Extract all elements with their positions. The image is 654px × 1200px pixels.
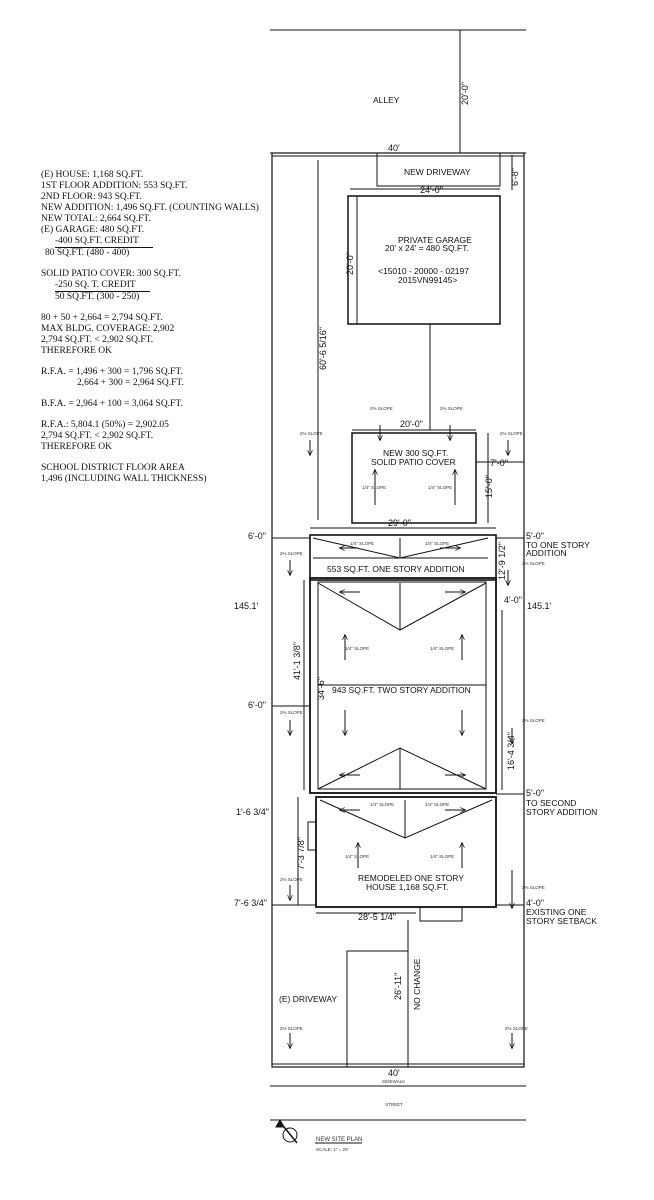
- calc-line: (E) HOUSE: 1,168 SQ.FT.: [41, 170, 144, 180]
- left-setback-bottom-label: 7'-6 3/4": [234, 898, 267, 908]
- calc-line: 80 + 50 + 2,664 = 2,794 SQ.FT.: [41, 313, 163, 323]
- slope-label: 2% SLOPE: [505, 1026, 528, 1031]
- left-setback-mid-label: 6'-0": [248, 700, 266, 710]
- quarter-slope-label: 1/4" SLOPE: [428, 485, 453, 490]
- calc-line: B.F.A. = 2,964 + 100 = 3,064 SQ.FT.: [41, 399, 183, 409]
- quarter-slope-label: 1/4" SLOPE: [425, 802, 450, 807]
- right-inner-label: 16'-4 3/4": [506, 732, 516, 770]
- patio-label-2: SOLID PATIO COVER: [371, 457, 456, 467]
- patio-side-label: 7'-0": [490, 458, 508, 468]
- garage-depth-label: 20'-0": [345, 252, 355, 275]
- quarter-slope-label: 1/4" SLOPE: [430, 646, 455, 651]
- scale-label: SCALE: 1" = 20': [316, 1147, 349, 1152]
- one-story-addition-label: 553 SQ.FT. ONE STORY ADDITION: [327, 564, 465, 574]
- quarter-slope-label: 1/4" SLOPE: [350, 541, 375, 546]
- calc-line: R.F.A.: 5,804.1 (50%) = 2,902.05: [41, 420, 169, 430]
- calc-line: 50 SQ.FT. (300 - 250): [55, 292, 140, 302]
- driveway-depth-label: 6'-8": [510, 168, 520, 186]
- calc-line: -400 SQ.FT. CREDIT: [55, 236, 153, 248]
- two-story-addition-label: 943 SQ.FT. TWO STORY ADDITION: [332, 685, 471, 695]
- slope-label: 2% SLOPE: [280, 710, 303, 715]
- patio-outline: [352, 433, 476, 523]
- existing-setback-label-1: EXISTING ONE: [526, 907, 587, 917]
- quarter-slope-label: 1/4" SLOPE: [370, 802, 395, 807]
- left-inner-label: 41'-1 3/8": [292, 642, 302, 680]
- calc-line: SOLID PATIO COVER: 300 SQ.FT.: [41, 269, 181, 279]
- quarter-slope-label: 1/4" SLOPE: [430, 854, 455, 859]
- right-setback-mid-label: 5'-0": [526, 788, 544, 798]
- to-second-story-label-1: TO SECOND: [526, 798, 577, 808]
- front-setback-label: 26'-11": [393, 972, 403, 1000]
- right-setback-top-label: 5'-0": [526, 531, 544, 541]
- garage-permit-1: <15010 - 20000 - 02197: [378, 266, 469, 276]
- slope-label: 2% SLOPE: [280, 551, 303, 556]
- alley-width-label: 20'-0": [460, 82, 470, 105]
- existing-setback-label-2: STORY SETBACK: [526, 916, 597, 926]
- calc-line: THEREFORE OK: [41, 442, 112, 452]
- addition-width-label: 29'-0": [388, 518, 411, 528]
- patio-label-1: NEW 300 SQ.FT.: [383, 448, 449, 458]
- patio-depth-label: 15'-0": [484, 475, 494, 498]
- slope-label: 2% SLOPE: [522, 718, 545, 723]
- remodeled-label-2: HOUSE 1,168 SQ.FT.: [366, 882, 449, 892]
- slope-label: 2% SLOPE: [370, 406, 393, 411]
- left-setback-top-label: 6'-0": [248, 531, 266, 541]
- calc-line: 2,794 SQ.FT. < 2,902 SQ.FT.: [41, 335, 154, 345]
- calc-line: 1,496 (INCLUDING WALL THICKNESS): [41, 474, 207, 484]
- slope-label: 2% SLOPE: [440, 406, 463, 411]
- left-small-label: 1'-6 3/4": [236, 807, 269, 817]
- north-arrow-icon: [276, 1120, 297, 1143]
- calc-line: NEW ADDITION: 1,496 SQ.FT. (COUNTING WALLS): [41, 203, 259, 213]
- slope-label: 2% SLOPE: [522, 885, 545, 890]
- calc-line: 2,794 SQ.FT. < 2,902 SQ.FT.: [41, 431, 154, 441]
- calc-line: SCHOOL DISTRICT FLOOR AREA: [41, 463, 185, 473]
- street-label: STREET: [385, 1102, 403, 1107]
- garage-permit-2: 2015VN99145>: [398, 275, 458, 285]
- one-story-depth-label: 12'-9 1/2": [497, 542, 507, 580]
- to-second-story-label-2: STORY ADDITION: [526, 807, 598, 817]
- garage-width-label: 24'-0": [420, 185, 443, 195]
- slope-label: 2% SLOPE: [280, 877, 303, 882]
- slope-label: 2% SLOPE: [500, 431, 523, 436]
- to-one-story-label-2: ADDITION: [526, 548, 567, 558]
- right-setback-bottom-label: 4'-0": [526, 898, 544, 908]
- patio-width-label: 20'-0": [400, 419, 423, 429]
- alley-label: ALLEY: [373, 95, 400, 105]
- calc-line: 1ST FLOOR ADDITION: 553 SQ.FT.: [41, 181, 188, 191]
- garage-size: 20' x 24' = 480 SQ.FT.: [385, 243, 469, 253]
- calc-line: 2,664 + 300 = 2,964 SQ.FT.: [77, 378, 184, 388]
- lot-depth-left-label: 145.1': [234, 601, 259, 611]
- slope-label: 2% SLOPE: [522, 561, 545, 566]
- quarter-slope-label: 1/4" SLOPE: [345, 854, 370, 859]
- slope-label: 2% SLOPE: [300, 431, 323, 436]
- garage-setback-label: 60'-6 5/16": [318, 327, 328, 370]
- lot-width-bottom-label: 40': [388, 1068, 400, 1078]
- existing-driveway-outline: [347, 951, 408, 1067]
- existing-driveway-label: (E) DRIVEWAY: [279, 994, 338, 1004]
- quarter-slope-label: 1/4" SLOPE: [345, 646, 370, 651]
- calc-line: -250 SQ. T. CREDIT: [55, 280, 150, 292]
- calc-line: NEW TOTAL: 2,664 SQ.FT.: [41, 214, 151, 224]
- calc-line: R.F.A. = 1,496 + 300 = 1,796 SQ.FT.: [41, 367, 183, 377]
- house-bay-window: [308, 822, 316, 850]
- house-front-porch: [420, 907, 462, 921]
- site-plan-title: NEW SITE PLAN: [316, 1137, 363, 1143]
- slope-label: 2% SLOPE: [280, 1026, 303, 1031]
- lot-width-top-label: 40': [388, 143, 400, 153]
- calc-line: 2ND FLOOR: 943 SQ.FT.: [41, 192, 142, 202]
- new-driveway-label: NEW DRIVEWAY: [404, 167, 471, 177]
- calc-line: MAX BLDG. COVERAGE: 2,902: [41, 324, 175, 334]
- no-change-label: NO CHANGE: [412, 958, 422, 1010]
- calc-line: 80 SQ.FT. (480 - 400): [45, 248, 130, 258]
- house-width-label: 28'-5 1/4": [358, 912, 396, 922]
- left-bay-label: 7'-3 7/8": [296, 837, 306, 870]
- quarter-slope-label: 1/4" SLOPE: [362, 485, 387, 490]
- house-roof-lines: [320, 800, 492, 838]
- to-one-story-label-1: TO ONE STORY: [526, 540, 590, 550]
- lot-depth-right-label: 145.1': [527, 601, 552, 611]
- calc-line: (E) GARAGE: 480 SQ.FT.: [41, 225, 145, 235]
- sidewalk-label: SIDEWALK: [382, 1079, 406, 1084]
- garage-title: PRIVATE GARAGE: [398, 235, 472, 245]
- garage-outline: [348, 196, 500, 324]
- quarter-slope-label: 1/4" SLOPE: [425, 541, 450, 546]
- right-inner-small-label: 4'-0": [504, 595, 522, 605]
- two-story-depth-label: 34'-6": [316, 677, 326, 700]
- calc-line: THEREFORE OK: [41, 346, 112, 356]
- remodeled-label-1: REMODELED ONE STORY: [358, 873, 464, 883]
